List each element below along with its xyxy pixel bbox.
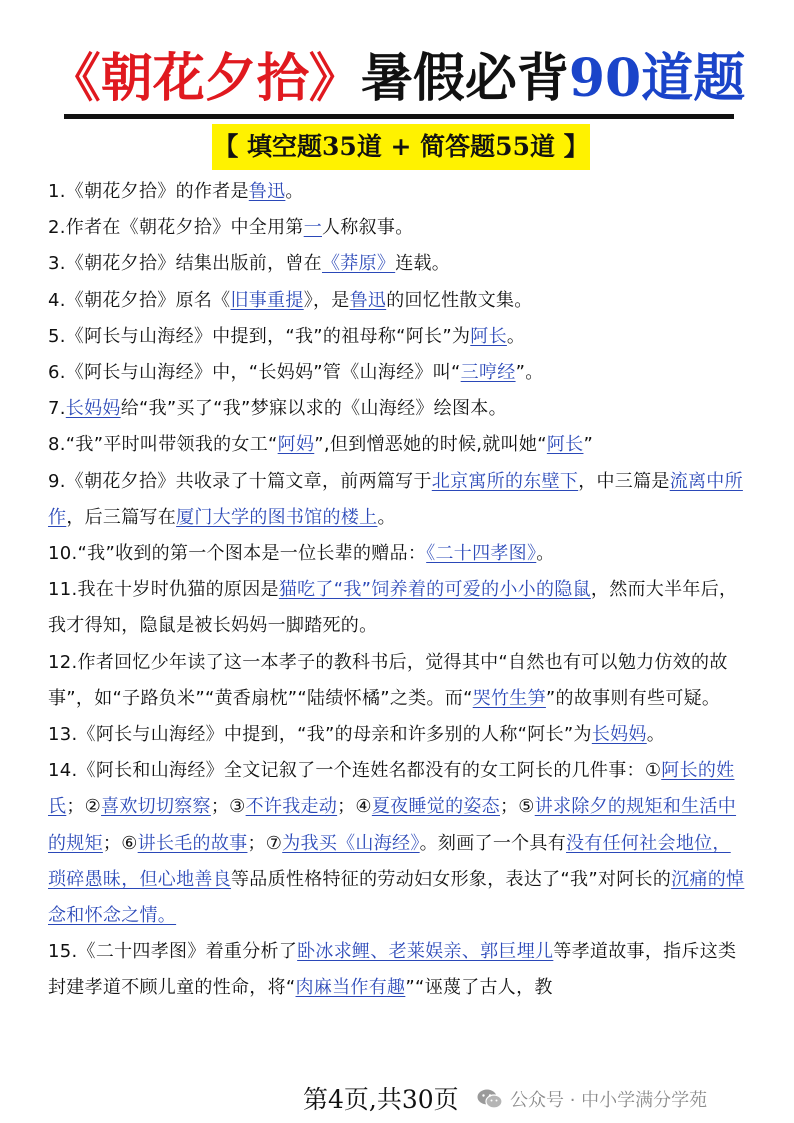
question-text: 12.作者回忆少年读了这一本孝子的教科书后，觉得其中“自然也有可以勉力仿效的故事”，如“子路负米”“黄香扇枕”“陆绩怀橘”之类。而“ [48, 651, 728, 709]
question-text: 。 [536, 543, 555, 565]
question-text: ”,但到憎恶她的时候,就叫她“ [314, 434, 547, 456]
answer-text: 长妈妈 [65, 398, 121, 420]
answer-text: 猫吃了“我”饲养着的可爱的小小的隐鼠 [278, 579, 591, 601]
question-text: 。 [646, 724, 666, 746]
question-item [48, 210, 748, 246]
question-text: 5.《阿长与山海经》中提到，“我”的祖母称“阿长”为 [48, 325, 471, 347]
question-text: 11.我在十岁时仇猫的原因是 [48, 579, 279, 601]
question-item [48, 645, 748, 717]
question-text: 10.“我”收到的第一个图本是一位长辈的赠品： [48, 543, 427, 565]
question-text: ” [583, 434, 594, 456]
answer-text: 沉痛的悼念和怀念之情。 [48, 868, 745, 927]
question-item [48, 934, 748, 1006]
answer-text: 一 [303, 217, 322, 239]
question-item [48, 753, 748, 934]
answer-text: 肉麻当作有趣 [295, 977, 406, 999]
question-item [48, 246, 748, 282]
answer-text: 旧事重提 [230, 289, 304, 311]
question-text: 14.《阿长和山海经》全文记叙了一个连姓名都没有的女工阿长的几件事：① [48, 760, 662, 782]
question-text: 7. [48, 398, 66, 420]
question-text: 4.《朝花夕拾》原名《 [48, 289, 231, 311]
question-item [48, 283, 748, 319]
watermark [476, 1084, 707, 1114]
question-text: 等孝道故事，指斥这类封建孝道不顾儿童的性命，将“ [48, 941, 737, 999]
question-item [48, 464, 748, 536]
answer-text: 《二十四孝图》 [426, 543, 537, 565]
subtitle-banner: 【 填空题35道 + 简答题55道 】 [212, 124, 590, 170]
question-text: ；⑥ [102, 832, 138, 854]
answer-text: 阿妈 [277, 434, 315, 456]
question-text: 。 [506, 325, 526, 347]
question-text: ；④ [337, 796, 372, 818]
question-text: ”。 [515, 362, 544, 384]
question-text: 2.作者在《朝花夕拾》中全用第 [48, 217, 304, 239]
question-text: ；③ [210, 796, 246, 818]
question-text: 的回忆性散文集。 [386, 289, 533, 311]
question-item [48, 391, 748, 427]
answer-text: 喜欢切切察察 [101, 796, 211, 818]
question-text: 3.《朝花夕拾》结集出版前，曾在 [48, 253, 322, 275]
answer-text: 鲁迅 [349, 289, 387, 311]
title-middle: 暑假必背 [360, 48, 569, 109]
question-text: ，中三篇是 [578, 470, 670, 492]
question-item [48, 717, 748, 753]
question-text: ；② [66, 796, 102, 818]
question-text: ，后三篇写在 [66, 506, 177, 528]
question-item [48, 572, 748, 644]
question-text: ”的故事则有些可疑。 [545, 687, 721, 709]
watermark-text: 公众号 · 中小学满分学苑 [510, 1090, 708, 1111]
question-text: ；⑤ [499, 796, 535, 818]
question-text: 。刻画了一个具有 [419, 832, 567, 854]
answer-text: 讲长毛的故事 [137, 832, 248, 854]
page-footer [0, 1078, 794, 1118]
question-text: 等品质性格特征的劳动妇女形象，表达了“我”对阿长的 [231, 868, 672, 890]
question-list [48, 174, 748, 1007]
title-count: 90道题 [568, 48, 746, 109]
answer-text: 阿长的姓氏 [48, 760, 735, 818]
answer-text: 阿长 [546, 434, 584, 456]
answer-text: 卧冰求鲤、老莱娱亲、郭巨埋儿 [297, 941, 554, 963]
answer-text: 流离中所作 [48, 470, 743, 528]
question-text: 1.《朝花夕拾》的作者是 [48, 181, 249, 202]
answer-text: 三哼经 [460, 362, 516, 384]
answer-text: 鲁迅 [248, 181, 286, 202]
answer-text: 没有任何社会地位，琐碎愚昧，但心地善良 [48, 832, 731, 890]
question-item [48, 319, 748, 355]
answer-text: 厦门大学的图书馆的楼上 [176, 506, 378, 528]
answer-text: 北京寓所的东壁下 [431, 470, 579, 492]
page-title [0, 44, 794, 114]
page-number: 第4页,共30页 [303, 1085, 459, 1114]
wechat-icon [476, 1088, 504, 1110]
answer-text: 为我买《山海经》 [282, 832, 420, 854]
question-text: ”“诬蔑了古人，教 [405, 977, 553, 999]
title-book-name: 《朝花夕拾》 [48, 48, 361, 109]
answer-text: 阿长 [470, 325, 507, 347]
question-item [48, 427, 748, 463]
question-item [48, 174, 748, 210]
answer-text: 夏夜睡觉的姿态 [371, 796, 500, 818]
question-text: 人称叙事。 [322, 217, 414, 239]
question-text: 15.《二十四孝图》着重分析了 [48, 941, 298, 963]
answer-text: 不许我走动 [245, 796, 338, 818]
question-text: 8.“我”平时叫带领我的女工“ [48, 434, 278, 456]
answer-text: 长妈妈 [591, 724, 647, 746]
question-text: 》，是 [303, 289, 350, 311]
question-item [48, 355, 748, 391]
question-text: 。 [285, 181, 304, 202]
question-text: ；⑦ [247, 832, 283, 854]
title-underline [64, 114, 734, 119]
question-text: 6.《阿长与山海经》中，“长妈妈”管《山海经》叫“ [48, 362, 461, 384]
answer-text: 《莽原》 [321, 253, 396, 275]
answer-text: 哭竹生笋 [472, 687, 546, 709]
question-text: ，然而大半年后，我才得知，隐鼠是被长妈妈一脚踏死的。 [48, 579, 738, 637]
question-text: 给“我”买了“我”梦寐以求的《山海经》绘图本。 [120, 398, 507, 420]
answer-text: 讲求除夕的规矩和生活中的规矩 [48, 796, 737, 854]
question-text: 连载。 [395, 253, 451, 275]
question-text: 13.《阿长与山海经》中提到，“我”的母亲和许多别的人称“阿长”为 [48, 724, 592, 746]
question-text: 。 [377, 506, 396, 528]
question-item [48, 536, 748, 572]
question-text: 9.《朝花夕拾》共收录了十篇文章，前两篇写于 [48, 470, 432, 492]
